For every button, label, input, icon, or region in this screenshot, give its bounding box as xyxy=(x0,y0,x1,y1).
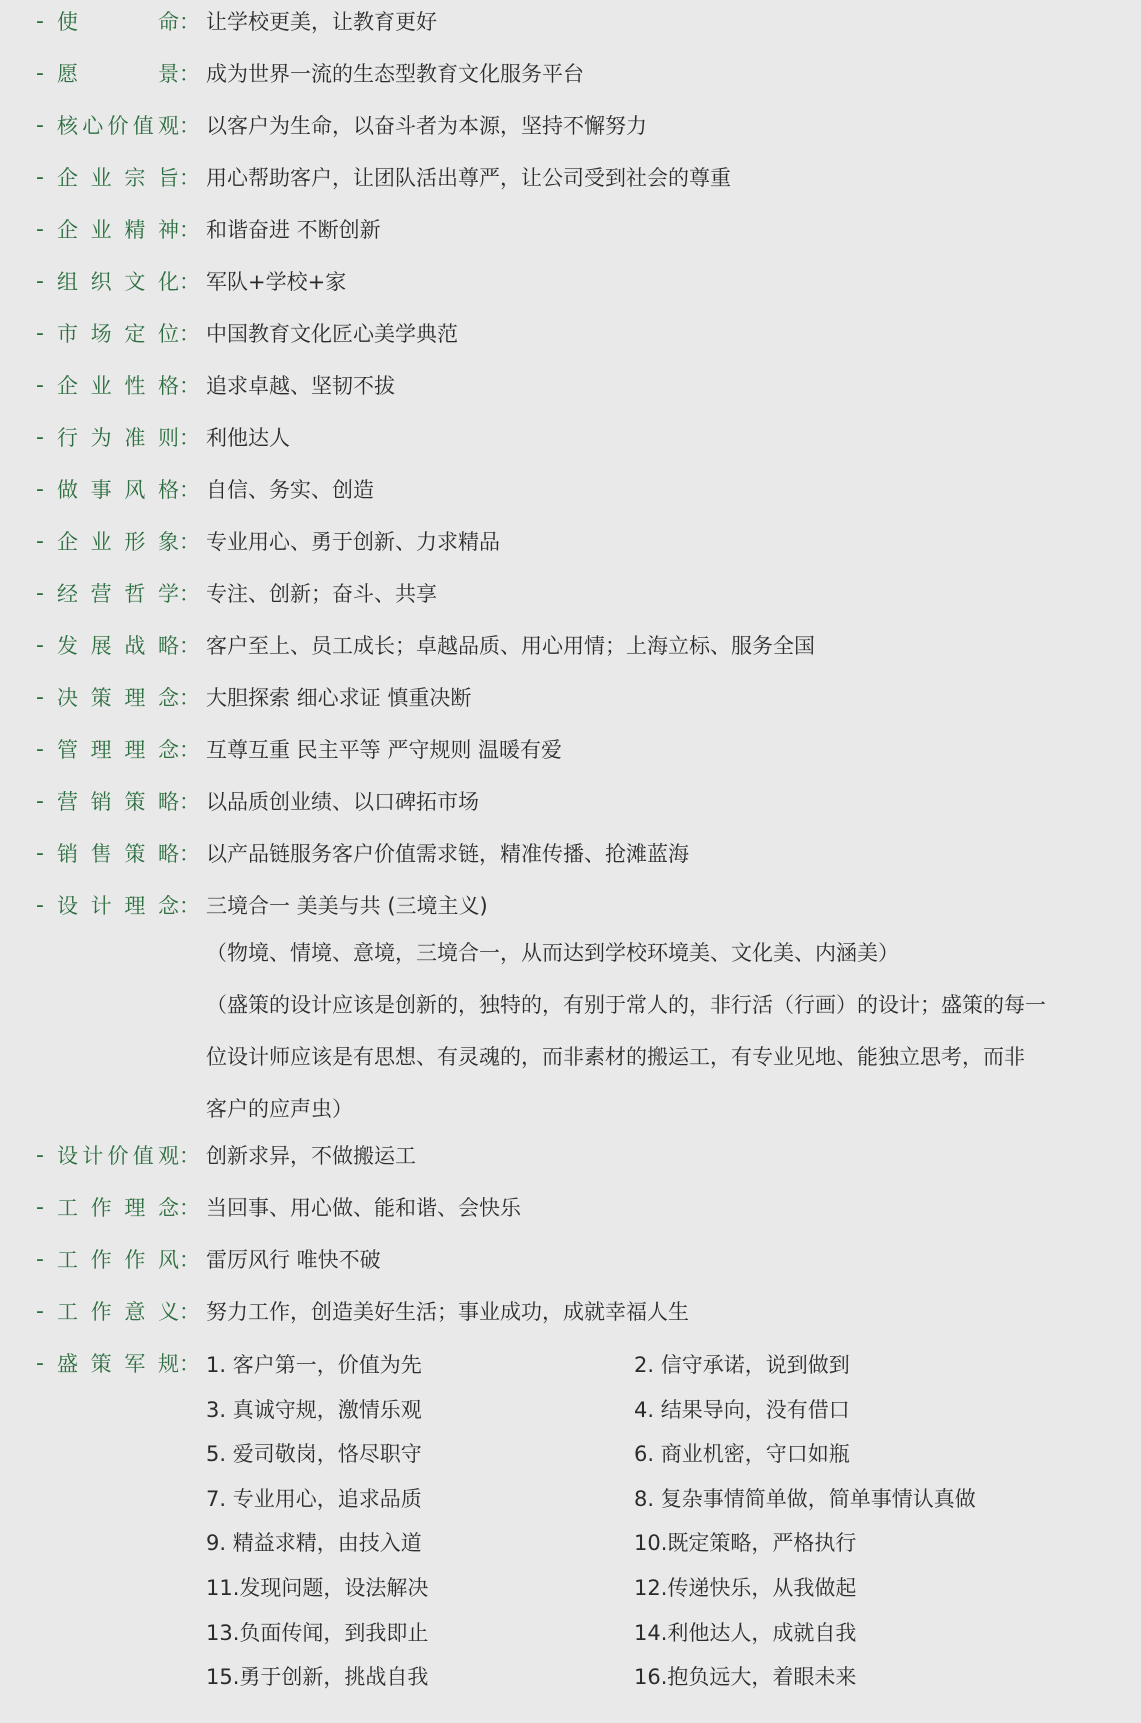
row-label: 盛策军规 xyxy=(57,1352,179,1376)
culture-row xyxy=(0,209,1141,261)
row-value: 以品质创业绩、以口碑拓市场 xyxy=(206,790,479,814)
row-colon: ： xyxy=(179,894,200,918)
row-colon: ： xyxy=(179,1196,200,1220)
design-line: 位设计师应该是有思想、有灵魂的，而非素材的搬运工，有专业见地、能独立思考，而非 xyxy=(206,1045,1025,1069)
row-value: 雷厉风行 唯快不破 xyxy=(206,1248,381,1272)
culture-row xyxy=(0,105,1141,157)
culture-row xyxy=(0,573,1141,625)
row-label: 经营哲学 xyxy=(57,582,179,606)
culture-row xyxy=(0,469,1141,521)
row-dash: - xyxy=(36,217,44,242)
row-value: 利他达人 xyxy=(206,426,290,450)
row-label: 管理理念 xyxy=(57,738,179,762)
row-dash: - xyxy=(36,633,44,658)
row-value: 当回事、用心做、能和谐、会快乐 xyxy=(206,1196,521,1220)
rule-item: 5. 爱司敬岗，恪尽职守 xyxy=(206,1442,422,1467)
row-value: 用心帮助客户，让团队活出尊严，让公司受到社会的尊重 xyxy=(206,166,731,190)
culture-row xyxy=(0,625,1141,677)
row-label: 组织文化 xyxy=(57,270,179,294)
design-line: （盛策的设计应该是创新的，独特的，有别于常人的，非行活（行画）的设计；盛策的每一 xyxy=(206,993,1046,1017)
row-label: 设计价值观 xyxy=(57,1144,179,1168)
row-colon: ： xyxy=(179,582,200,606)
row-colon: ： xyxy=(179,478,200,502)
row-dash: - xyxy=(36,9,44,34)
row-colon: ： xyxy=(179,530,200,554)
row-value: 创新求异，不做搬运工 xyxy=(206,1144,416,1168)
row-colon: ： xyxy=(179,1144,200,1168)
culture-row xyxy=(0,261,1141,313)
row-label: 发展战略 xyxy=(57,634,179,658)
row-value: 和谐奋进 不断创新 xyxy=(206,218,381,242)
culture-row xyxy=(0,521,1141,573)
rule-item: 3. 真诚守规，激情乐观 xyxy=(206,1397,422,1422)
design-line: 三境合一 美美与共 (三境主义) xyxy=(206,894,488,918)
row-dash: - xyxy=(36,165,44,190)
row-colon: ： xyxy=(179,374,200,398)
row-label: 决策理念 xyxy=(57,686,179,710)
row-colon: ： xyxy=(179,426,200,450)
design-text xyxy=(206,885,1141,1135)
row-value: 自信、务实、创造 xyxy=(206,478,374,502)
row-dash: - xyxy=(36,61,44,86)
row-value: 中国教育文化匠心美学典范 xyxy=(206,322,458,346)
culture-row xyxy=(0,1135,1141,1187)
row-dash: - xyxy=(36,893,44,918)
culture-list-2 xyxy=(0,1135,1141,1343)
row-dash: - xyxy=(36,1351,44,1376)
row-colon: ： xyxy=(179,1352,200,1376)
row-colon: ： xyxy=(179,1300,200,1324)
row-value: 专业用心、勇于创新、力求精品 xyxy=(206,530,500,554)
row-colon: ： xyxy=(179,1248,200,1272)
rule-item: 14.利他达人，成就自我 xyxy=(634,1620,857,1645)
rule-item: 6. 商业机密，守口如瓶 xyxy=(634,1442,850,1467)
row-colon: ： xyxy=(179,270,200,294)
rule-item: 1. 客户第一，价值为先 xyxy=(206,1353,422,1377)
row-colon: ： xyxy=(179,738,200,762)
rule-item: 10.既定策略，严格执行 xyxy=(634,1531,857,1556)
row-dash: - xyxy=(36,425,44,450)
culture-row xyxy=(0,1187,1141,1239)
row-value: 客户至上、员工成长；卓越品质、用心用情；上海立标、服务全国 xyxy=(206,634,815,658)
row-dash: - xyxy=(36,1143,44,1168)
culture-row xyxy=(0,833,1141,885)
row-value: 努力工作，创造美好生活；事业成功，成就幸福人生 xyxy=(206,1300,689,1324)
row-colon: ： xyxy=(179,166,200,190)
row-dash: - xyxy=(36,581,44,606)
row-label: 营销策略 xyxy=(57,790,179,814)
rules-list xyxy=(206,1343,1141,1700)
rule-item: 15.勇于创新，挑战自我 xyxy=(206,1665,429,1690)
rule-item: 2. 信守承诺，说到做到 xyxy=(634,1353,850,1377)
row-label: 企业形象 xyxy=(57,530,179,554)
row-value: 大胆探索 细心求证 慎重决断 xyxy=(206,686,472,710)
row-label: 企业性格 xyxy=(57,374,179,398)
row-dash: - xyxy=(36,685,44,710)
row-colon: ： xyxy=(179,634,200,658)
row-dash: - xyxy=(36,269,44,294)
rule-item: 4. 结果导向，没有借口 xyxy=(634,1397,850,1422)
culture-row xyxy=(0,53,1141,105)
row-dash: - xyxy=(36,841,44,866)
culture-row-design xyxy=(0,885,1141,1135)
row-label: 企业精神 xyxy=(57,218,179,242)
row-value: 以产品链服务客户价值需求链，精准传播、抢滩蓝海 xyxy=(206,842,689,866)
culture-row xyxy=(0,157,1141,209)
row-dash: - xyxy=(36,321,44,346)
rule-item: 13.负面传闻，到我即止 xyxy=(206,1620,429,1645)
row-dash: - xyxy=(36,113,44,138)
row-value: 成为世界一流的生态型教育文化服务平台 xyxy=(206,62,584,86)
row-value: 军队+学校+家 xyxy=(206,270,347,294)
row-value: 以客户为生命，以奋斗者为本源，坚持不懈努力 xyxy=(206,114,647,138)
row-dash: - xyxy=(36,1247,44,1272)
culture-list xyxy=(0,1,1141,885)
row-colon: ： xyxy=(179,10,200,34)
row-value: 互尊互重 民主平等 严守规则 温暖有爱 xyxy=(206,738,563,762)
row-colon: ： xyxy=(179,114,200,138)
row-colon: ： xyxy=(179,322,200,346)
row-label: 工作理念 xyxy=(57,1196,179,1220)
row-value: 追求卓越、坚韧不拔 xyxy=(206,374,395,398)
culture-row xyxy=(0,313,1141,365)
row-colon: ： xyxy=(179,686,200,710)
design-line: 客户的应声虫） xyxy=(206,1097,353,1121)
row-label: 工作意义 xyxy=(57,1300,179,1324)
row-colon: ： xyxy=(179,62,200,86)
row-label: 行为准则 xyxy=(57,426,179,450)
rule-item: 11.发现问题，设法解决 xyxy=(206,1575,429,1600)
row-colon: ： xyxy=(179,218,200,242)
row-label: 做事风格 xyxy=(57,478,179,502)
culture-row xyxy=(0,417,1141,469)
rules-grid xyxy=(206,1343,1121,1700)
culture-row xyxy=(0,781,1141,833)
row-label: 销售策略 xyxy=(57,842,179,866)
culture-row xyxy=(0,1291,1141,1343)
culture-row xyxy=(0,1,1141,53)
row-label: 企业宗旨 xyxy=(57,166,179,190)
culture-row-rules xyxy=(0,1343,1141,1700)
rule-item: 9. 精益求精，由技入道 xyxy=(206,1531,422,1556)
culture-row xyxy=(0,729,1141,781)
row-label: 使 命 xyxy=(57,10,179,34)
culture-row xyxy=(0,365,1141,417)
row-dash: - xyxy=(36,1195,44,1220)
design-line: （物境、情境、意境，三境合一，从而达到学校环境美、文化美、内涵美） xyxy=(206,941,899,965)
row-value: 让学校更美，让教育更好 xyxy=(206,10,437,34)
row-dash: - xyxy=(36,477,44,502)
row-label: 市场定位 xyxy=(57,322,179,346)
row-label: 核心价值观 xyxy=(57,114,179,138)
row-label: 工作作风 xyxy=(57,1248,179,1272)
culture-row xyxy=(0,1239,1141,1291)
row-label: 设计理念 xyxy=(57,894,179,918)
rule-item: 12.传递快乐，从我做起 xyxy=(634,1575,857,1600)
rule-item: 16.抱负远大，着眼未来 xyxy=(634,1665,857,1690)
row-dash: - xyxy=(36,373,44,398)
row-dash: - xyxy=(36,737,44,762)
row-label: 愿 景 xyxy=(57,62,179,86)
row-dash: - xyxy=(36,1299,44,1324)
rule-item: 8. 复杂事情简单做，简单事情认真做 xyxy=(634,1486,976,1511)
rule-item: 7. 专业用心，追求品质 xyxy=(206,1486,422,1511)
row-dash: - xyxy=(36,529,44,554)
row-value: 专注、创新；奋斗、共享 xyxy=(206,582,437,606)
row-colon: ： xyxy=(179,842,200,866)
row-dash: - xyxy=(36,789,44,814)
culture-row xyxy=(0,677,1141,729)
row-colon: ： xyxy=(179,790,200,814)
